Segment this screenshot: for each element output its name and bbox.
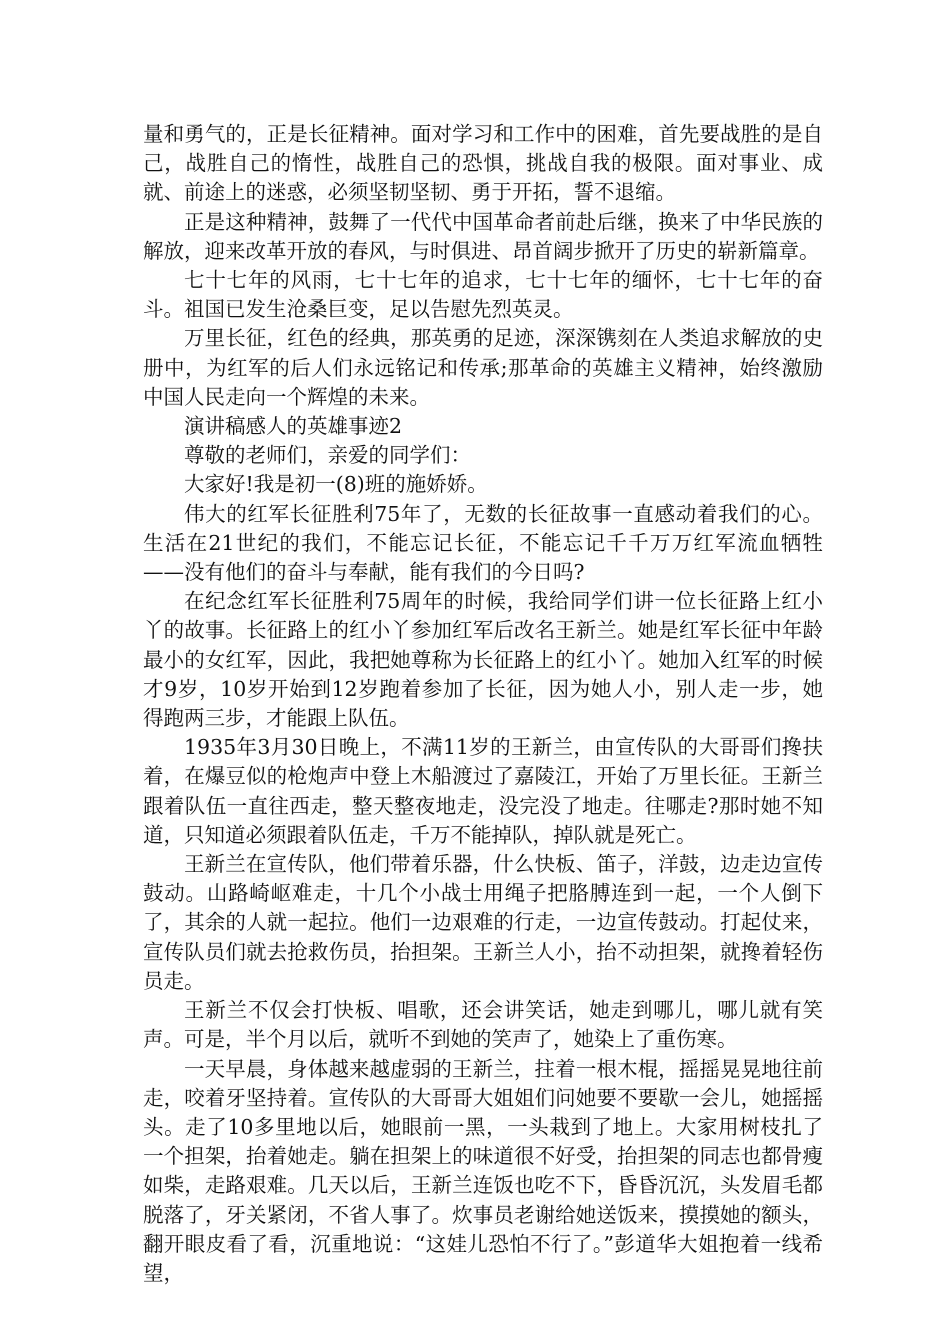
greeting: 大家好!我是初一(8)班的施娇娇。 xyxy=(184,472,488,497)
paragraph-8: 伟大的红军长征胜利75年了，无数的长征故事一直感动着我们的心。生活在21世纪的我们，不能忘记长征，不能忘记千千万万红军流血牺牲——没有他们的奋斗与奉献，能有我们的今日吗? xyxy=(143,501,823,585)
section-heading: 演讲稿感人的英雄事迹2 xyxy=(184,414,403,439)
paragraph-3: 七十七年的风雨，七十七年的追求，七十七年的缅怀，七十七年的奋斗。祖国已发生沧桑巨变，足以告慰先烈英灵。 xyxy=(143,268,823,322)
salutation: 尊敬的老师们，亲爱的同学们： xyxy=(184,443,471,468)
paragraph-9: 在纪念红军长征胜利75周年的时候，我给同学们讲一位长征路上红小丫的故事。长征路上的红小丫参加红军后改名王新兰。她是红军长征中年龄最小的女红军，因此，我把她尊称为长征路上的红小丫。她加入红军的时候才9岁，10岁开始到12岁跑着参加了长征，因为她人小，别人走一步，她得跑两三步，才能跟上队伍。 xyxy=(143,589,823,731)
paragraph-10: 1935年3月30日晚上，不满11岁的王新兰，由宣传队的大哥哥们搀扶着，在爆豆似的枪炮声中登上木船渡过了嘉陵江，开始了万里长征。王新兰跟着队伍一直往西走，整天整夜地走，没完没了地走。往哪走?那时她不知道，只知道必须跟着队伍走，千万不能掉队，掉队就是死亡。 xyxy=(143,735,823,847)
paragraph-2: 正是这种精神，鼓舞了一代代中国革命者前赴后继，换来了中华民族的解放，迎来改革开放的春风，与时俱进、昂首阔步掀开了历史的崭新篇章。 xyxy=(143,209,823,263)
paragraph-11: 王新兰在宣传队，他们带着乐器，什么快板、笛子，洋鼓，边走边宣传鼓动。山路崎岖难走，十几个小战士用绳子把胳膊连到一起，一个人倒下了，其余的人就一起拉。他们一边艰难的行走，一边宣传鼓动。打起仗来，宣传队员们就去抢救伤员，抬担架。王新兰人小，抬不动担架，就搀着轻伤员走。 xyxy=(143,852,823,993)
paragraph-12: 王新兰不仅会打快板、唱歌，还会讲笑话，她走到哪儿，哪儿就有笑声。可是，半个月以后，就听不到她的笑声了，她染上了重伤寒。 xyxy=(143,998,823,1052)
paragraph-4: 万里长征，红色的经典，那英勇的足迹，深深镌刻在人类追求解放的史册中，为红军的后人们永远铭记和传承;那革命的英雄主义精神，始终激励中国人民走向一个辉煌的未来。 xyxy=(143,326,823,409)
document-body xyxy=(143,120,823,1288)
paragraph-13: 一天早晨，身体越来越虚弱的王新兰，拄着一根木棍，摇摇晃晃地往前走，咬着牙坚持着。宣传队的大哥哥大姐姐们问她要不要歇一会儿，她摇摇头。走了10多里地以后，她眼前一黑，一头栽到了地上。大家用树枝扎了一个担架，抬着她走。躺在担架上的味道很不好受，抬担架的同志也都骨瘦如柴，走路艰难。几天以后，王新兰连饭也吃不下，昏昏沉沉，头发眉毛都脱落了，牙关紧闭，不省人事了。炊事员老谢给她送饭来，摸摸她的额头，翻开眼皮看了看，沉重地说：“这娃儿恐怕不行了。”彭道华大姐抱着一线希望， xyxy=(143,1056,823,1285)
paragraph-1: 量和勇气的，正是长征精神。面对学习和工作中的困难，首先要战胜的是自己，战胜自己的惰性，战胜自己的恐惧，挑战自我的极限。面对事业、成就、前途上的迷惑，必须坚韧坚韧、勇于开拓，誓不退缩。 xyxy=(143,122,823,205)
